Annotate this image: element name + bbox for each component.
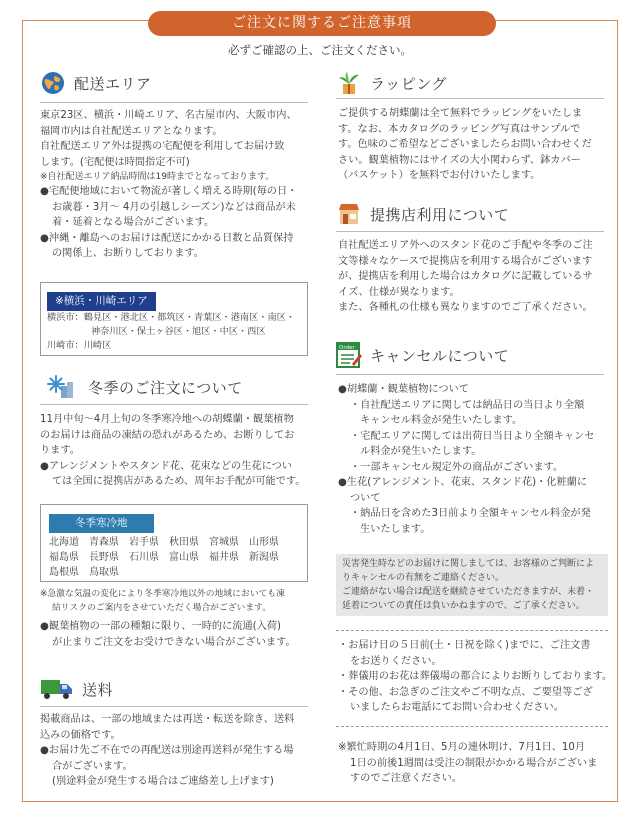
busy-season-note: ※繁忙時期の4月1日、5月の連休明け、7月1日、10月 1日の前後1週間は受注の制限がかかる場合がございま すのでご注意ください。 bbox=[338, 742, 598, 784]
shop-icon bbox=[336, 201, 362, 227]
globe-icon bbox=[40, 70, 66, 96]
cancel-title: キャンセルについて bbox=[370, 346, 510, 365]
area-box bbox=[40, 282, 308, 356]
shipping-header bbox=[40, 676, 113, 702]
partner-title: 提携店利用について bbox=[370, 205, 510, 224]
gift-plant-icon bbox=[336, 70, 362, 96]
divider bbox=[40, 706, 308, 707]
delivery-area-header bbox=[40, 70, 152, 96]
winter-note: ※急激な気温の変化により冬季寒冷地以外の地域においても凍 結リスクのご案内をさせていただく場合がございます。 bbox=[40, 589, 285, 613]
cancel-header bbox=[336, 342, 509, 368]
area-list: 横浜市：鶴見区・港北区・都筑区・青葉区・港南区・南区・ 神奈川区・保土ヶ谷区・旭区・中区・西区 川崎市：川崎区 bbox=[47, 312, 296, 351]
partner-text: 自社配送エリア外へのスタンド花のご手配や冬季のご注 文等様々なケースで提携店を利用する場合がございます が、提携店を利用した場合はカタログに記載しているサ イズ、仕様が異なります。 また、各種札の仕様も異なりますのでご了承ください。 bbox=[338, 240, 593, 313]
delivery-area-text: 東京23区、横浜・川崎エリア、名古屋市内、大阪市内、 福岡市内は自社配送エリアとなります。 自社配送エリア外は提携の宅配便を利用してお届け致 します。(宅配便は時間指定不可) ※自社配送エリア納品時間は19時までとなっております。 ●宅配便地域において物流が著しく増える時期(毎の日・ お歳暮・3月～ 4月の引越しシーズン)などは商品が未 着・延着となる場合がございます。 ●沖縄・離島へのお届けは配送にかかる日数と品質保持 の関係上、お断りしております。 bbox=[40, 110, 298, 259]
page-title: ご注文に関するご注意事項 bbox=[148, 11, 496, 36]
divider bbox=[336, 98, 604, 99]
divider bbox=[40, 102, 308, 103]
delivery-area-title: 配送エリア bbox=[74, 74, 152, 93]
divider bbox=[336, 374, 604, 375]
wrapping-title: ラッピング bbox=[370, 74, 447, 93]
divider bbox=[40, 404, 308, 405]
divider bbox=[336, 726, 608, 727]
cold-region-tag: 冬季寒冷地 bbox=[49, 514, 154, 533]
cold-region-box bbox=[40, 504, 308, 582]
cancel-text: ●胡蝶蘭・観葉植物について ・自社配送エリアに関しては納品日の当日より全額 キャンセル料金が発生いたします。 ・宅配エリアに関しては出荷日当日より全額キャンセ ル料金が発生いたします。 ・一部キャンセル規定外の商品がございます。 ●生花(アレンジメント、花束、スタンド花)・化粧蘭に ついて ・納品日を含めた3日前より全額キャンセル料金が発 生いたします。 bbox=[338, 384, 595, 535]
area-tag: ※横浜・川崎エリア bbox=[47, 292, 156, 311]
svg-text:Order: Order bbox=[339, 345, 355, 351]
winter-text: 11月中旬～4月上旬の冬季寒冷地への胡蝶蘭・観葉植物 のお届けは商品の凍結の恐れがあるため、お断りしてお ります。 ●アレンジメントやスタンド花、花束などの生花につい ては全国に提携店があるため、周年お手配が可能です。 bbox=[40, 414, 306, 487]
snowflake-icon bbox=[40, 374, 80, 400]
wrapping-text: ご提供する胡蝶蘭は全て無料でラッピングをいたしま す。なお、本カタログのラッピング写真はサンプルで す。色味のご希望などございましたらお問い合わせくだ さい。観葉植物にはサイズの大小関わらず、鉢カバー （バスケット）を無料でお付けいたします。 bbox=[338, 108, 592, 181]
divider bbox=[336, 630, 608, 631]
truck-icon bbox=[40, 676, 74, 702]
winter-header bbox=[40, 374, 243, 400]
winter-title: 冬季のご注文について bbox=[88, 378, 243, 397]
disaster-notice: 災害発生時などのお届けに関しましては、お客様のご判断によ りキャンセルの有無をご連絡ください。 ご連絡がない場合は配送を継続させていただきますが、未着・ 延着についての責任は負いかねますので、ご了承ください。 bbox=[336, 554, 608, 616]
order-form-icon bbox=[336, 342, 362, 368]
winter-bullet: ●観葉植物の一部の種類に限り、一時的に流通(入荷) が止まりご注文をお受けできない場合がございます。 bbox=[40, 621, 296, 648]
wrapping-header bbox=[336, 70, 447, 96]
page-subtitle: 必ずご確認の上、ご注文ください。 bbox=[228, 43, 412, 57]
partner-header bbox=[336, 201, 509, 227]
order-notes: ・お届け日の５日前(土・日祝を除く)までに、ご注文書 をお送りください。 ・葬儀用のお花は葬儀場の都合によりお断りしております。 ・その他、お急ぎのご注文やご不明な点、ご要望等ござ いましたらお電話にてお問い合わせください。 bbox=[338, 640, 613, 713]
shipping-text: 掲載商品は、一部の地域または再送・転送を除き、送料 込みの価格です。 ●お届け先ご不在での再配送は別途再送料が発生する場 合がございます。 (別途料金が発生する場合はご連絡差し上げます) bbox=[40, 714, 295, 787]
divider bbox=[336, 231, 604, 232]
cold-region-list: 北海道 青森県 岩手県 秋田県 宮城県 山形県 福島県 長野県 石川県 富山県 福井県 新潟県 島根県 鳥取県 bbox=[49, 537, 279, 578]
shipping-title: 送料 bbox=[82, 680, 114, 699]
